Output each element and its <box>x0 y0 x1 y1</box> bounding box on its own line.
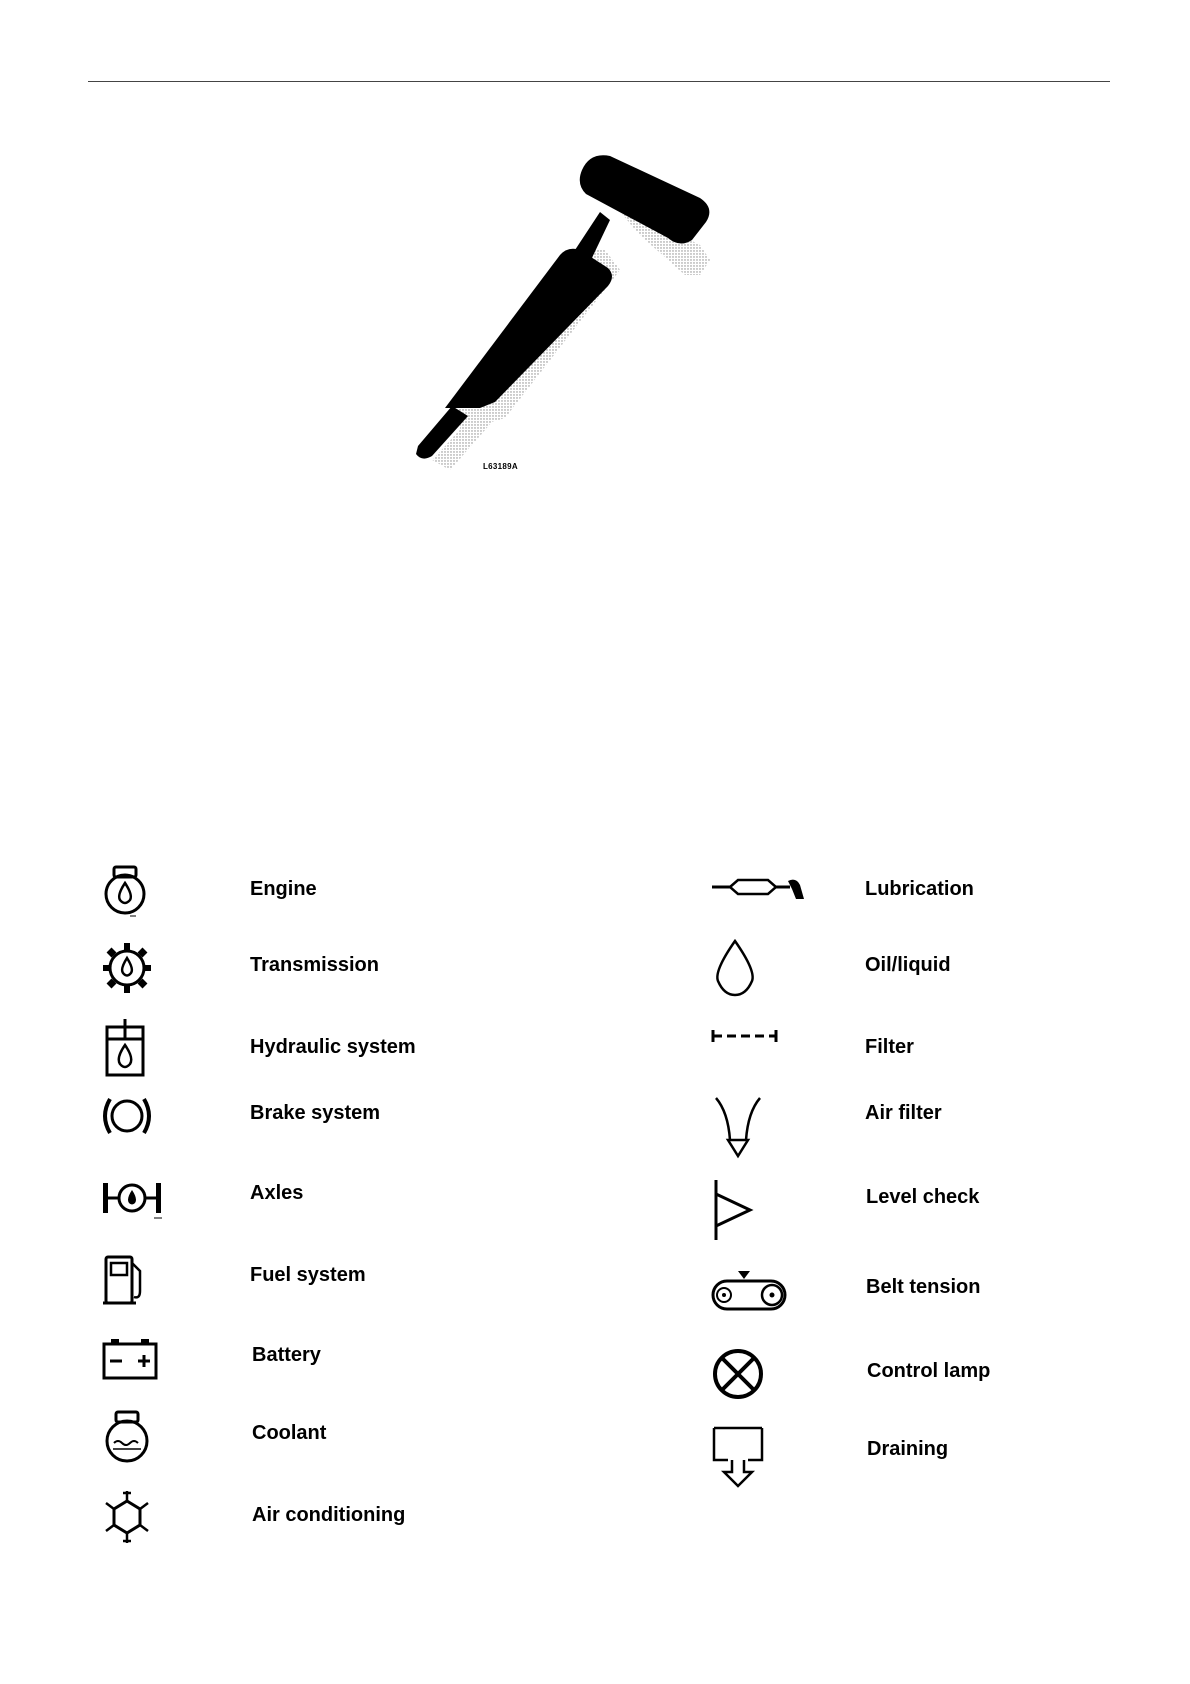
belt-tension-icon <box>710 1262 810 1322</box>
fuel-system-icon <box>100 1250 190 1310</box>
symbol-label: Draining <box>867 1438 949 1460</box>
header-rule <box>88 81 1110 82</box>
level-check-icon <box>710 1176 800 1246</box>
engine-icon <box>100 862 190 922</box>
page-crop-edge <box>992 1350 1190 1410</box>
oil-liquid-icon <box>710 938 800 998</box>
filter-icon <box>710 1018 800 1078</box>
symbol-label: Engine <box>250 878 317 900</box>
symbol-label: Fuel system <box>250 1264 366 1286</box>
figure-code: L63189A <box>483 462 519 471</box>
symbol-label: Brake system <box>250 1102 381 1124</box>
symbol-label: Belt tension <box>866 1276 981 1298</box>
air-conditioning-icon <box>100 1488 190 1548</box>
draining-icon <box>710 1424 800 1490</box>
lubrication-icon <box>710 860 810 920</box>
air-filter-icon <box>710 1094 800 1164</box>
symbol-label: Filter <box>865 1036 914 1058</box>
hydraulic-system-icon <box>100 1018 190 1078</box>
grease-gun-illustration <box>410 150 790 490</box>
brake-system-icon <box>100 1086 190 1146</box>
battery-icon <box>100 1330 190 1390</box>
symbol-label: Air filter <box>865 1102 942 1124</box>
symbol-label: Lubrication <box>865 878 974 900</box>
symbol-label: Air conditioning <box>252 1504 406 1526</box>
symbol-label: Oil/liquid <box>865 954 951 976</box>
symbol-label: Level check <box>866 1186 980 1208</box>
symbol-label: Transmission <box>250 954 379 976</box>
axles-icon <box>100 1168 190 1228</box>
symbol-label: Coolant <box>252 1422 327 1444</box>
symbol-label: Battery <box>252 1344 321 1366</box>
symbol-label: Hydraulic system <box>250 1036 416 1058</box>
transmission-icon <box>100 938 190 998</box>
coolant-icon <box>100 1408 190 1468</box>
control-lamp-icon <box>710 1344 800 1404</box>
symbol-label: Control lamp <box>867 1360 991 1382</box>
symbol-label: Axles <box>250 1182 304 1204</box>
